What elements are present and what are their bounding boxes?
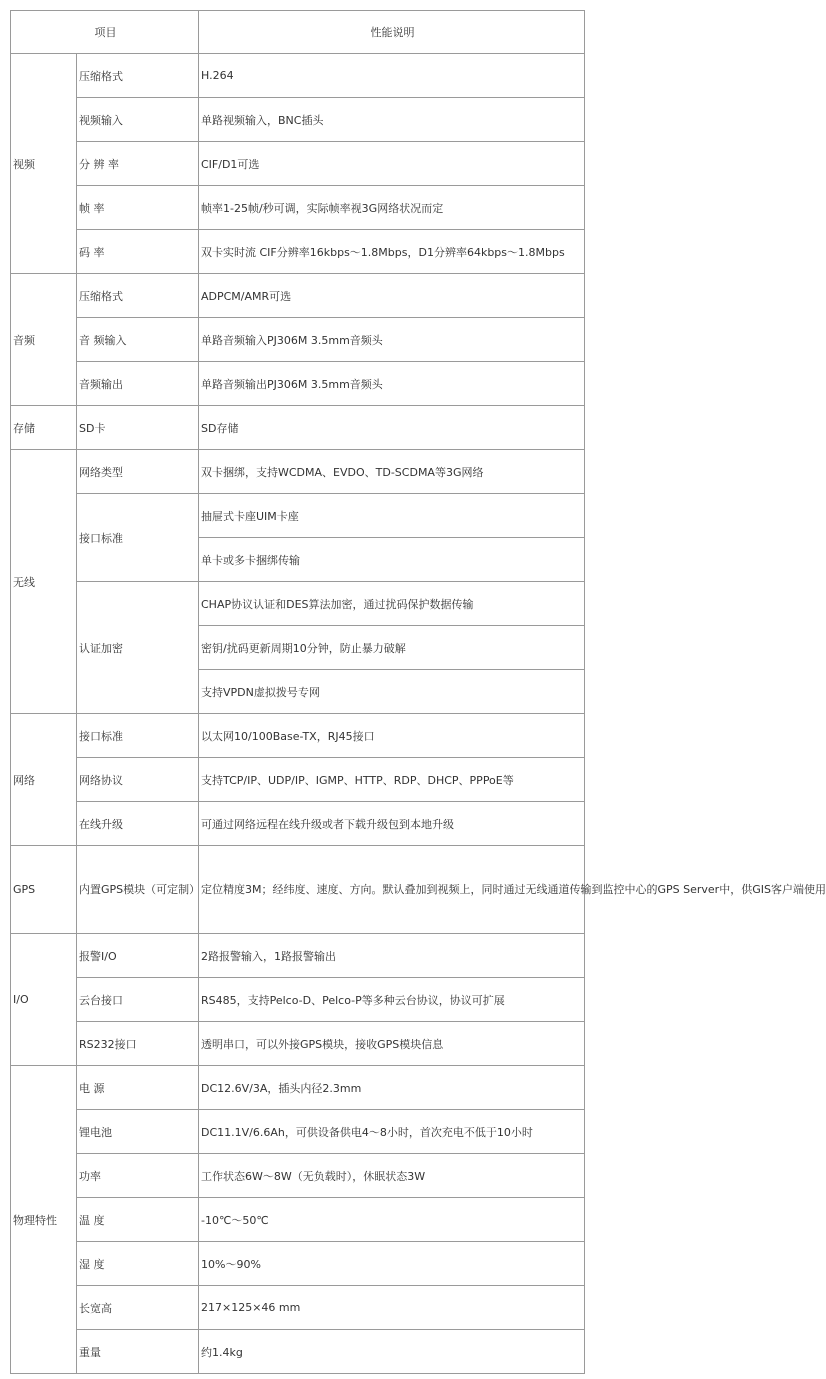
table-row bbox=[11, 494, 585, 538]
value-cell: 10%～90% bbox=[199, 1242, 585, 1286]
value-cell: SD存储 bbox=[199, 406, 585, 450]
value-cell: -10℃～50℃ bbox=[199, 1198, 585, 1242]
item-cell: 音 频输入 bbox=[77, 318, 199, 362]
item-cell: 在线升级 bbox=[77, 802, 199, 846]
value-cell: 约1.4kg bbox=[199, 1330, 585, 1374]
table-row bbox=[11, 98, 585, 142]
table-row bbox=[11, 1066, 585, 1110]
item-cell: 音频输出 bbox=[77, 362, 199, 406]
item-cell: 压缩格式 bbox=[77, 54, 199, 98]
value-cell: 单路视频输入，BNC插头 bbox=[199, 98, 585, 142]
value-cell: 支持TCP/IP、UDP/IP、IGMP、HTTP、RDP、DHCP、PPPoE等 bbox=[199, 758, 585, 802]
value-cell: CHAP协议认证和DES算法加密，通过扰码保护数据传输 bbox=[199, 582, 585, 626]
table-row bbox=[11, 1286, 585, 1330]
table-row bbox=[11, 1110, 585, 1154]
header-row bbox=[11, 11, 585, 54]
table-row bbox=[11, 1330, 585, 1374]
item-cell: 接口标准 bbox=[77, 494, 199, 582]
table-row bbox=[11, 714, 585, 758]
header-desc: 性能说明 bbox=[199, 11, 585, 54]
category-cell: I/O bbox=[11, 934, 77, 1066]
item-cell: 湿 度 bbox=[77, 1242, 199, 1286]
category-cell: 网络 bbox=[11, 714, 77, 846]
table-row bbox=[11, 758, 585, 802]
value-cell: H.264 bbox=[199, 54, 585, 98]
table-row bbox=[11, 1154, 585, 1198]
category-cell: GPS bbox=[11, 846, 77, 934]
value-cell: 支持VPDN虚拟拨号专网 bbox=[199, 670, 585, 714]
item-cell: 长宽高 bbox=[77, 1286, 199, 1330]
value-cell: ADPCM/AMR可选 bbox=[199, 274, 585, 318]
item-cell: 接口标准 bbox=[77, 714, 199, 758]
item-cell: 分 辨 率 bbox=[77, 142, 199, 186]
item-cell: 认证加密 bbox=[77, 582, 199, 714]
spec-body bbox=[11, 54, 826, 1374]
value-cell: DC11.1V/6.6Ah，可供设备供电4～8小时，首次充电不低于10小时 bbox=[199, 1110, 585, 1154]
item-cell: RS232接口 bbox=[77, 1022, 199, 1066]
table-row bbox=[11, 1022, 585, 1066]
value-cell: 双卡捆绑，支持WCDMA、EVDO、TD-SCDMA等3G网络 bbox=[199, 450, 585, 494]
table-row bbox=[11, 406, 585, 450]
spec-table bbox=[10, 10, 826, 1374]
value-cell: 工作状态6W～8W（无负载时），休眠状态3W bbox=[199, 1154, 585, 1198]
value-cell: 帧率1-25帧/秒可调，实际帧率视3G网络状况而定 bbox=[199, 186, 585, 230]
table-row bbox=[11, 1242, 585, 1286]
table-row bbox=[11, 142, 585, 186]
table-row bbox=[11, 54, 585, 98]
table-row bbox=[11, 230, 585, 274]
value-cell: 透明串口，可以外接GPS模块，接收GPS模块信息 bbox=[199, 1022, 585, 1066]
item-cell: 网络类型 bbox=[77, 450, 199, 494]
value-cell: 可通过网络远程在线升级或者下载升级包到本地升级 bbox=[199, 802, 585, 846]
header-item: 项目 bbox=[11, 11, 199, 54]
table-row bbox=[11, 846, 585, 934]
table-row bbox=[11, 186, 585, 230]
value-cell: RS485，支持Pelco-D、Pelco-P等多种云台协议，协议可扩展 bbox=[199, 978, 585, 1022]
table-row bbox=[11, 274, 585, 318]
category-cell: 物理特性 bbox=[11, 1066, 77, 1374]
item-cell: 云台接口 bbox=[77, 978, 199, 1022]
item-cell: 帧 率 bbox=[77, 186, 199, 230]
value-cell: 217×125×46 mm bbox=[199, 1286, 585, 1330]
table-row bbox=[11, 802, 585, 846]
table-row bbox=[11, 318, 585, 362]
value-cell: DC12.6V/3A，插头内径2.3mm bbox=[199, 1066, 585, 1110]
value-cell: 定位精度3M；经纬度、速度、方向。默认叠加到视频上，同时通过无线通道传输到监控中心的GPS Server中，供GIS客户端使用 bbox=[199, 846, 585, 934]
item-cell: 内置GPS模块（可定制） bbox=[77, 846, 199, 934]
value-cell: 密钥/扰码更新周期10分钟，防止暴力破解 bbox=[199, 626, 585, 670]
item-cell: 锂电池 bbox=[77, 1110, 199, 1154]
value-cell: 单卡或多卡捆绑传输 bbox=[199, 538, 585, 582]
table-row bbox=[11, 1198, 585, 1242]
value-cell: 单路音频输入PJ306M 3.5mm音频头 bbox=[199, 318, 585, 362]
category-cell: 无线 bbox=[11, 450, 77, 714]
value-cell: 抽屉式卡座UIM卡座 bbox=[199, 494, 585, 538]
category-cell: 音频 bbox=[11, 274, 77, 406]
value-cell: 以太网10/100Base-TX，RJ45接口 bbox=[199, 714, 585, 758]
item-cell: 压缩格式 bbox=[77, 274, 199, 318]
category-cell: 视频 bbox=[11, 54, 77, 274]
item-cell: 重量 bbox=[77, 1330, 199, 1374]
table-row bbox=[11, 934, 585, 978]
value-cell: 单路音频输出PJ306M 3.5mm音频头 bbox=[199, 362, 585, 406]
item-cell: 温 度 bbox=[77, 1198, 199, 1242]
table-row bbox=[11, 362, 585, 406]
item-cell: SD卡 bbox=[77, 406, 199, 450]
table-row bbox=[11, 450, 585, 494]
item-cell: 视频输入 bbox=[77, 98, 199, 142]
item-cell: 网络协议 bbox=[77, 758, 199, 802]
table-row bbox=[11, 582, 585, 626]
category-cell: 存储 bbox=[11, 406, 77, 450]
item-cell: 功率 bbox=[77, 1154, 199, 1198]
table-row bbox=[11, 978, 585, 1022]
item-cell: 码 率 bbox=[77, 230, 199, 274]
item-cell: 报警I/O bbox=[77, 934, 199, 978]
value-cell: 双卡实时流 CIF分辨率16kbps～1.8Mbps，D1分辨率64kbps～1.8Mbps bbox=[199, 230, 585, 274]
value-cell: CIF/D1可选 bbox=[199, 142, 585, 186]
item-cell: 电 源 bbox=[77, 1066, 199, 1110]
value-cell: 2路报警输入，1路报警输出 bbox=[199, 934, 585, 978]
